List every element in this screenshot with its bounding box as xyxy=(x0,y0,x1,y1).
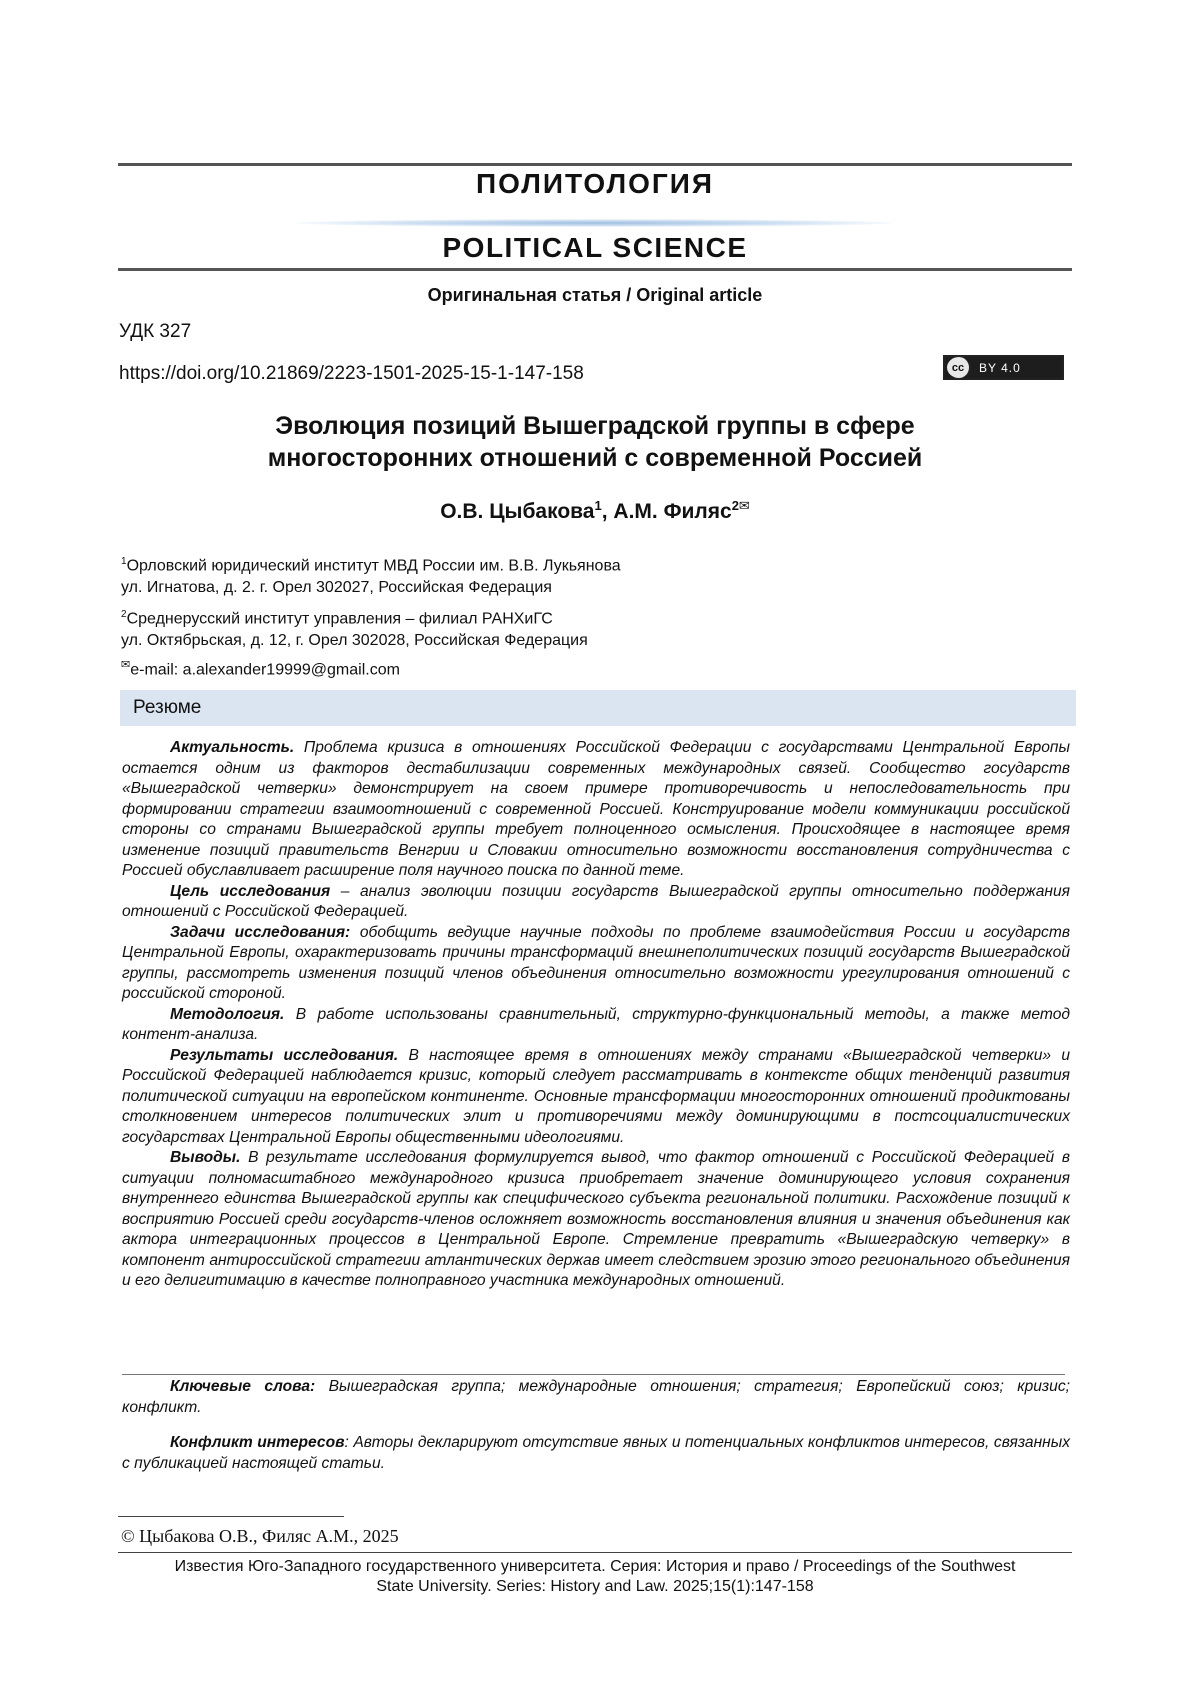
doi-link[interactable]: https://doi.org/10.21869/2223-1501-2025-15-1-147-158 xyxy=(119,363,584,384)
header-bottom-rule xyxy=(118,268,1072,271)
journal-citation xyxy=(118,1557,1072,1597)
paragraph-text: В результате исследования формулируется вывод, что фактор отношений с Российской Федерацией в ситуации полномасштабного международного кризиса приобретает значение доминирующего условия сохранения внутреннего единства Вышеградской группы как специфического субъекта региональной политики. Расхождение позиций к восприятию Россией среди государств-членов осложняет возможность восстановления влияния и значения объединения как актора интеграционных процессов в Центральной Европе. Стремление превратить «Вышеградскую четверку» в компонент антироссийской стратегии атлантических держав имеет следствием эрозию этого регионального объединения и его делигитимацию в качестве полноправного участника международных отношений. xyxy=(122,1149,1070,1289)
conflict-of-interest xyxy=(122,1433,1070,1474)
footnote-rule xyxy=(118,1516,344,1517)
conflict-label: Конфликт интересов xyxy=(170,1434,345,1451)
contact-email xyxy=(121,658,400,679)
resume-heading: Резюме xyxy=(133,697,202,718)
affiliation-number: 2 xyxy=(121,609,127,620)
abstract-paragraph xyxy=(122,738,1070,882)
abstract-paragraph xyxy=(122,1148,1070,1292)
udk-code: УДК 327 xyxy=(119,321,192,342)
paragraph-text: обобщить ведущие научные подходы по проблеме взаимодействия России и государств Центральной Европы, охарактеризовать причины трансформаций внешнеполитических позиций государств Вышеградской группы, рассмотреть изменения позиций членов объединения относительно возможности урегулирования отношений с российской стороной. xyxy=(122,923,1070,1002)
paragraph-text: В настоящее время в отношениях между странами «Вышеградской четверки» и Российской Федерацией наблюдается кризис, который следует рассматривать в контексте общих тенденций развития политической ситуации на европейском континенте. Основные трансформации многосторонних отношений продиктованы столкновением интересов политических элит и противоречиями между доминирующими в постсоциалистических государствах Центральной Европы общественными идеологиями. xyxy=(122,1046,1071,1146)
journal-line-1: Известия Юго-Западного государственного университета. Серия: История и право / Proceedings of the Southwest xyxy=(174,1558,1016,1575)
resume-header-bar xyxy=(120,690,1076,726)
abstract-paragraph xyxy=(122,923,1070,1005)
paragraph-text: Проблема кризиса в отношениях Российской Федерации с государствами Центральной Европы остается одним из факторов дестабилизации современных международных связей. Сообщество государств «Вышеградской четверки» демонстрирует на своем примере противоречивость и непоследовательность при формировании стратегии взаимоотношений с современной Россией. Конструирование модели коммуникации российской стороны со странами Вышеградской группы требует полноценного осмысления. Происходящее в настоящее время изменение позиций правительств Венгрии и Словакии относительно возможности восстановления сотрудничества с Россией обуславливает расширение поля научного поиска по данной теме. xyxy=(122,739,1070,879)
author-affiliation-mark: 1 xyxy=(594,498,602,513)
author-affiliation-mark: 2✉ xyxy=(731,498,750,513)
keywords-label: Ключевые слова: xyxy=(170,1378,316,1395)
paragraph-label: Цель исследования xyxy=(170,882,331,900)
paragraph-label: Актуальность. xyxy=(170,739,295,756)
license-label: BY 4.0 xyxy=(979,360,1021,375)
affiliation xyxy=(121,551,621,599)
abstract-paragraph xyxy=(122,1046,1070,1149)
keywords-block xyxy=(122,1377,1070,1418)
abstract-paragraph xyxy=(122,1005,1070,1046)
journal-rule xyxy=(118,1552,1072,1553)
author-separator: , xyxy=(601,500,614,523)
paragraph-label: Выводы. xyxy=(170,1149,241,1166)
paragraph-label: Задачи исследования: xyxy=(170,923,351,941)
email-address[interactable]: e-mail: a.alexander19999@gmail.com xyxy=(130,661,400,679)
paragraph-text: – анализ эволюции позиции государств Вышеградской группы относительно поддержания отношений с Российской Федерацией. xyxy=(122,882,1070,920)
affiliation-address: ул. Октябрьская, д. 12, г. Орел 302028, Российская Федерация xyxy=(121,632,588,650)
abstract-paragraph xyxy=(122,882,1070,923)
author-name: А.М. Филяс xyxy=(613,500,732,523)
section-title-en: POLITICAL SCIENCE xyxy=(442,232,748,263)
title-line-1: Эволюция позиций Вышеградской группы в сфере xyxy=(275,412,915,440)
header-top-rule xyxy=(118,163,1072,166)
paragraph-label: Результаты исследования. xyxy=(170,1046,399,1064)
conflict-text: : Авторы декларируют отсутствие явных и потенциальных конфликтов интересов, связанных с публикацией настоящей статьи. xyxy=(122,1434,1070,1472)
article-type: Оригинальная статья / Original article xyxy=(427,285,763,305)
paragraph-label: Методология. xyxy=(170,1005,285,1023)
copyright-notice: © Цыбакова О.В., Филяс А.М., 2025 xyxy=(121,1526,399,1546)
affiliation-name: Орловский юридический институт МВД России им. В.В. Лукьянова xyxy=(126,557,621,575)
cc-icon: cc xyxy=(947,357,971,378)
keywords-divider xyxy=(122,1374,1065,1375)
title-line-2: многосторонних отношений с современной Россией xyxy=(267,444,923,472)
envelope-icon: ✉ xyxy=(121,659,131,671)
abstract-body xyxy=(122,738,1070,1292)
section-title-ru: ПОЛИТОЛОГИЯ xyxy=(475,168,714,199)
header-divider-glow xyxy=(295,219,895,227)
affiliation-address: ул. Игнатова, д. 2. г. Орел 302027, Российская Федерация xyxy=(121,579,552,597)
author-list xyxy=(118,498,1072,524)
affiliation-name: Среднерусский институт управления – филиал РАНХиГС xyxy=(126,610,553,628)
article-title xyxy=(118,410,1072,474)
affiliation-number: 1 xyxy=(121,556,127,567)
paragraph-text: В работе использованы сравнительный, структурно-функциональный методы, а также метод контент-анализа. xyxy=(122,1005,1070,1043)
journal-line-2: State University. Series: History and Law. 2025;15(1):147-158 xyxy=(376,1578,814,1595)
keywords-text: Вышеградская группа; международные отношения; стратегия; Европейский союз; кризис; конфликт. xyxy=(122,1378,1070,1416)
cc-license-badge[interactable] xyxy=(943,355,1064,380)
author-name: О.В. Цыбакова xyxy=(440,500,595,523)
affiliation xyxy=(121,604,588,652)
